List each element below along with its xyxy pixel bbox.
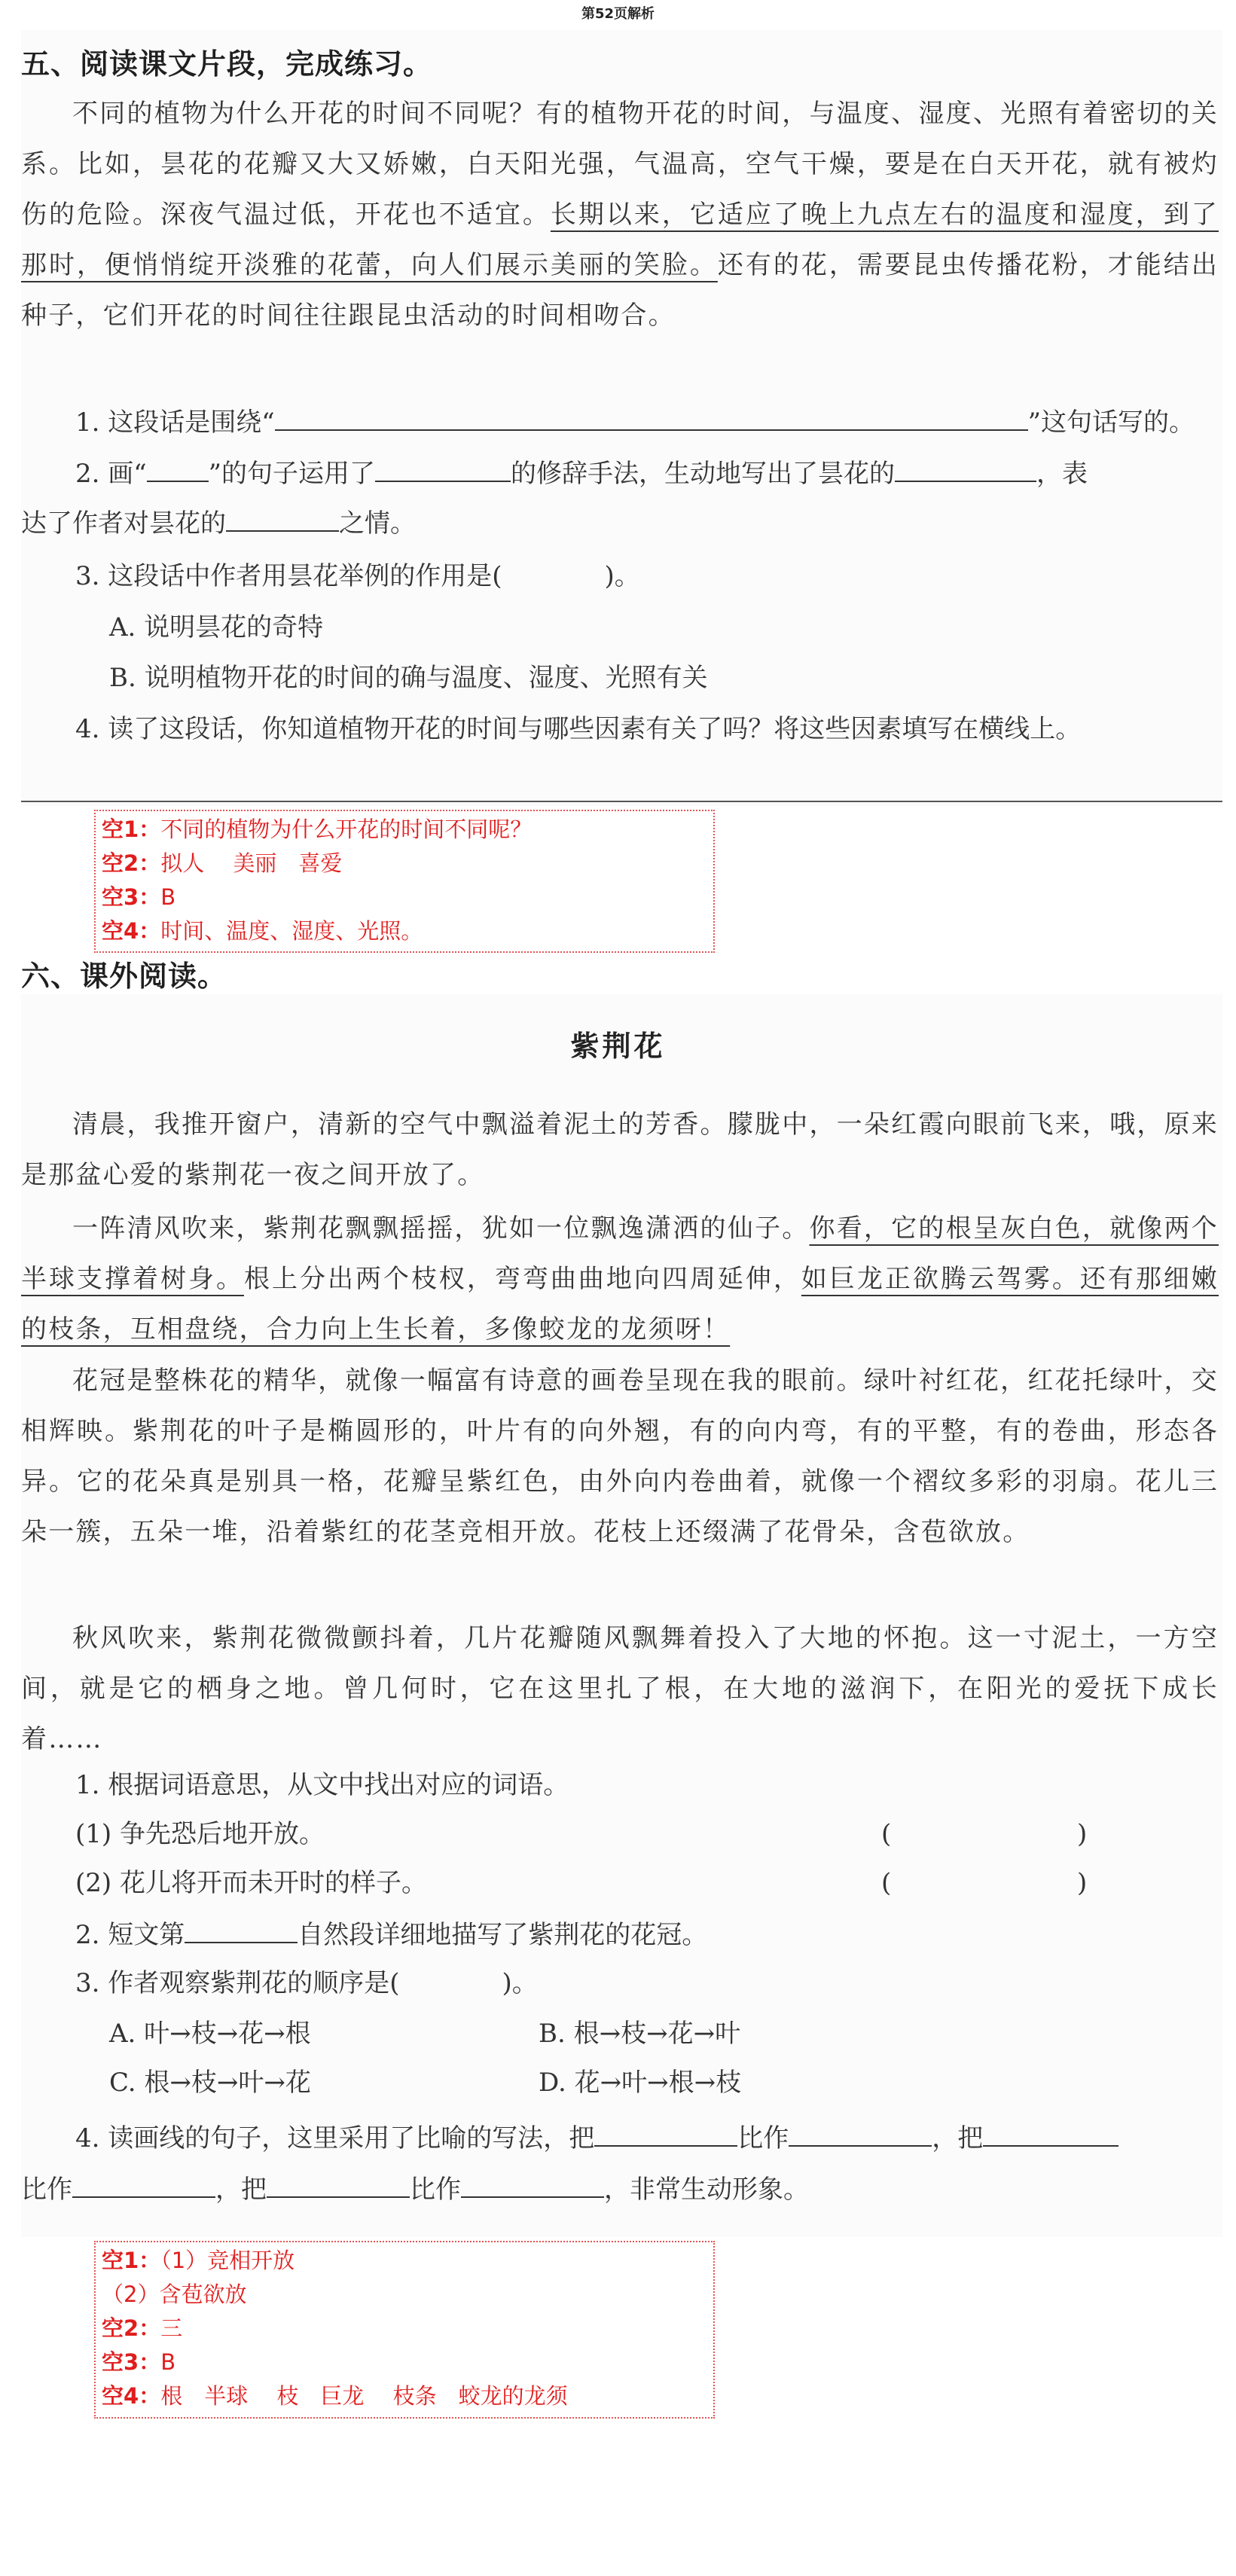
section6-title: 六、课外阅读。: [21, 960, 227, 993]
s6-q1-sub2-paren-close: ): [1077, 1868, 1088, 1898]
s5-question-2-line2: 达了作者对昙花的 之情。: [21, 508, 416, 539]
s5-question-1: 1. 这段话是围绕“ ”这句话写的。: [75, 407, 1195, 438]
s5-q1-blank[interactable]: [275, 407, 1028, 431]
s6-q1-sub1: (1) 争先恐后地开放。: [75, 1819, 325, 1849]
s5-answer-4: 空4：时间、温度、湿度、光照。: [102, 918, 423, 944]
s6-q1-sub2: (2) 花儿将开而未开时的样子。: [75, 1868, 427, 1898]
s6-q3-option-d[interactable]: D. 花→叶→根→枝: [539, 2068, 742, 2098]
s6-q4-blank-6[interactable]: [461, 2174, 604, 2198]
s6-q4-blank-4[interactable]: [72, 2174, 215, 2198]
article-paragraph-3: 花冠是整株花的精华，就像一幅富有诗意的画卷呈现在我的眼前。绿叶衬红花，红花托绿叶，交相辉映。紫荆花的叶子是椭圆形的，叶片有的向外翘，有的向内弯，有的平整，有的卷曲，形态各异。它的花朵真是别具一格，花瓣呈紫红色，由外向内卷曲着，就像一个褶纹多彩的羽扇。花儿三朵一簇，五朵一堆，沿着紫红的花茎竞相开放。花枝上还缀满了花骨朵，含苞欲放。: [21, 1366, 1219, 1547]
s6-answer-box: [94, 2241, 715, 2419]
s6-answer-2: 空2：三: [102, 2315, 183, 2341]
s5-q3-option-a[interactable]: A. 说明昙花的奇特: [109, 612, 324, 642]
s6-answer-1: 空1：（1）竞相开放: [102, 2248, 295, 2273]
s6-question-4-line2: 比作 ，把 比作 ，非常生动形象。: [21, 2175, 809, 2205]
s6-question-4-line1: 4. 读画线的句子，这里采用了比喻的写法，把 比作 ，把: [75, 2123, 1119, 2153]
article-underlined-1: 你看，它的根呈灰白色，就像两个半球支撑着树身。: [21, 1213, 1219, 1294]
s5-question-2-line1: 2. 画“ ”的句子运用了 的修辞手法，生动地写出了昙花的 ，表: [75, 459, 1088, 489]
s6-q1-sub1-paren-open: (: [881, 1819, 892, 1849]
s5-q3-option-b[interactable]: B. 说明植物开花的时间的确与温度、湿度、光照有关: [109, 663, 708, 693]
s6-q4-blank-5[interactable]: [267, 2174, 410, 2198]
s5-q2-blank-3[interactable]: [895, 458, 1036, 482]
s5-answer-2: 空2：拟人 美丽 喜爱: [102, 850, 343, 876]
article-title: 紫荆花: [570, 1029, 666, 1063]
passage-underlined-sentence: 长期以来，它适应了晚上九点左右的温度和湿度，到了那时，便悄悄绽开淡雅的花蕾，向人们展示美丽的笑脸。: [21, 200, 1219, 280]
article-paragraph-2: 一阵清风吹来，紫荆花飘飘摇摇，犹如一位飘逸潇洒的仙子。你看，它的根呈灰白色，就像两个半球支撑着树身。根上分出两个枝杈，弯弯曲曲地向四周延伸，如巨龙正欲腾云驾雾。还有那细嫩的枝条，互相盘绕，合力向上生长着，多像蛟龙的龙须呀！: [21, 1213, 1219, 1344]
article-paragraph-1: 清晨，我推开窗户，清新的空气中飘溢着泥土的芳香。朦胧中，一朵红霞向眼前飞来，哦，原来是那盆心爱的紫荆花一夜之间开放了。: [21, 1109, 1219, 1190]
s6-q1-sub1-paren-close: ): [1077, 1819, 1088, 1849]
s5-answer-box: [94, 810, 715, 953]
s5-question-3: 3. 这段话中作者用昙花举例的作用是( )。: [75, 561, 640, 591]
s5-answer-3: 空3：B: [102, 884, 176, 910]
s6-q3-option-b[interactable]: B. 根→枝→花→叶: [539, 2019, 741, 2049]
s6-q4-blank-3[interactable]: [983, 2123, 1119, 2147]
s6-q2-blank[interactable]: [185, 1919, 298, 1943]
s5-q4-answer-line[interactable]: [21, 801, 1222, 802]
passage-text-1: 不同的植物为什么开花的时间不同呢？有的植物开花的时间，与温度、湿度、光照有着密切的关系。比如，昙花的花瓣又大又娇嫩，白天阳光强，气温高，空气干燥，要是在白天开花，就有被灼伤的危险。深夜气温过低，开花也不适宜。: [21, 99, 1219, 230]
s6-q3-option-c[interactable]: C. 根→枝→叶→花: [109, 2068, 311, 2098]
article-underlined-2: 如巨龙正欲腾云驾雾。还有那细嫩的枝条，互相盘绕，合力向上生长着，多像蛟龙的龙须呀！: [21, 1264, 1219, 1344]
s6-q4-blank-2[interactable]: [789, 2123, 932, 2147]
s6-q4-blank-1[interactable]: [594, 2123, 737, 2147]
s5-q2-blank-4[interactable]: [226, 508, 339, 532]
s5-answer-1: 空1：不同的植物为什么开花的时间不同呢？: [102, 816, 533, 842]
s6-question-3: 3. 作者观察紫荆花的顺序是( )。: [75, 1968, 538, 1998]
s5-q2-blank-1[interactable]: [147, 458, 209, 482]
s5-q2-blank-2[interactable]: [375, 458, 511, 482]
s6-q3-option-a[interactable]: A. 叶→枝→花→根: [109, 2019, 311, 2049]
s6-answer-4: 空4：根 半球 枝 巨龙 枝条 蛟龙的龙须: [102, 2383, 568, 2409]
s6-question-2: 2. 短文第 自然段详细地描写了紫荆花的花冠。: [75, 1920, 708, 1950]
page-header: 第52页解析: [581, 6, 655, 22]
s6-question-1: 1. 根据词语意思，从文中找出对应的词语。: [75, 1770, 569, 1800]
s6-answer-1b: （2）含苞欲放: [102, 2281, 247, 2307]
article-paragraph-4: 秋风吹来，紫荆花微微颤抖着，几片花瓣随风飘舞着投入了大地的怀抱。这一寸泥土，一方空间，就是它的栖身之地。曾几何时，它在这里扎了根，在大地的滋润下，在阳光的爱抚下成长着……: [21, 1623, 1219, 1754]
section5-title: 五、阅读课文片段，完成练习。: [21, 47, 433, 81]
s6-answer-3: 空3：B: [102, 2349, 176, 2375]
section5-passage: [21, 89, 1219, 341]
s5-question-4: 4. 读了这段话，你知道植物开花的时间与哪些因素有关了吗？将这些因素填写在横线上。: [75, 714, 1082, 744]
passage-text-2: 还有的花，需要昆虫传播花粉，才能结出种子，它们开花的时间往往跟昆虫活动的时间相吻合。: [21, 250, 1219, 331]
s6-q1-sub2-paren-open: (: [881, 1868, 892, 1898]
